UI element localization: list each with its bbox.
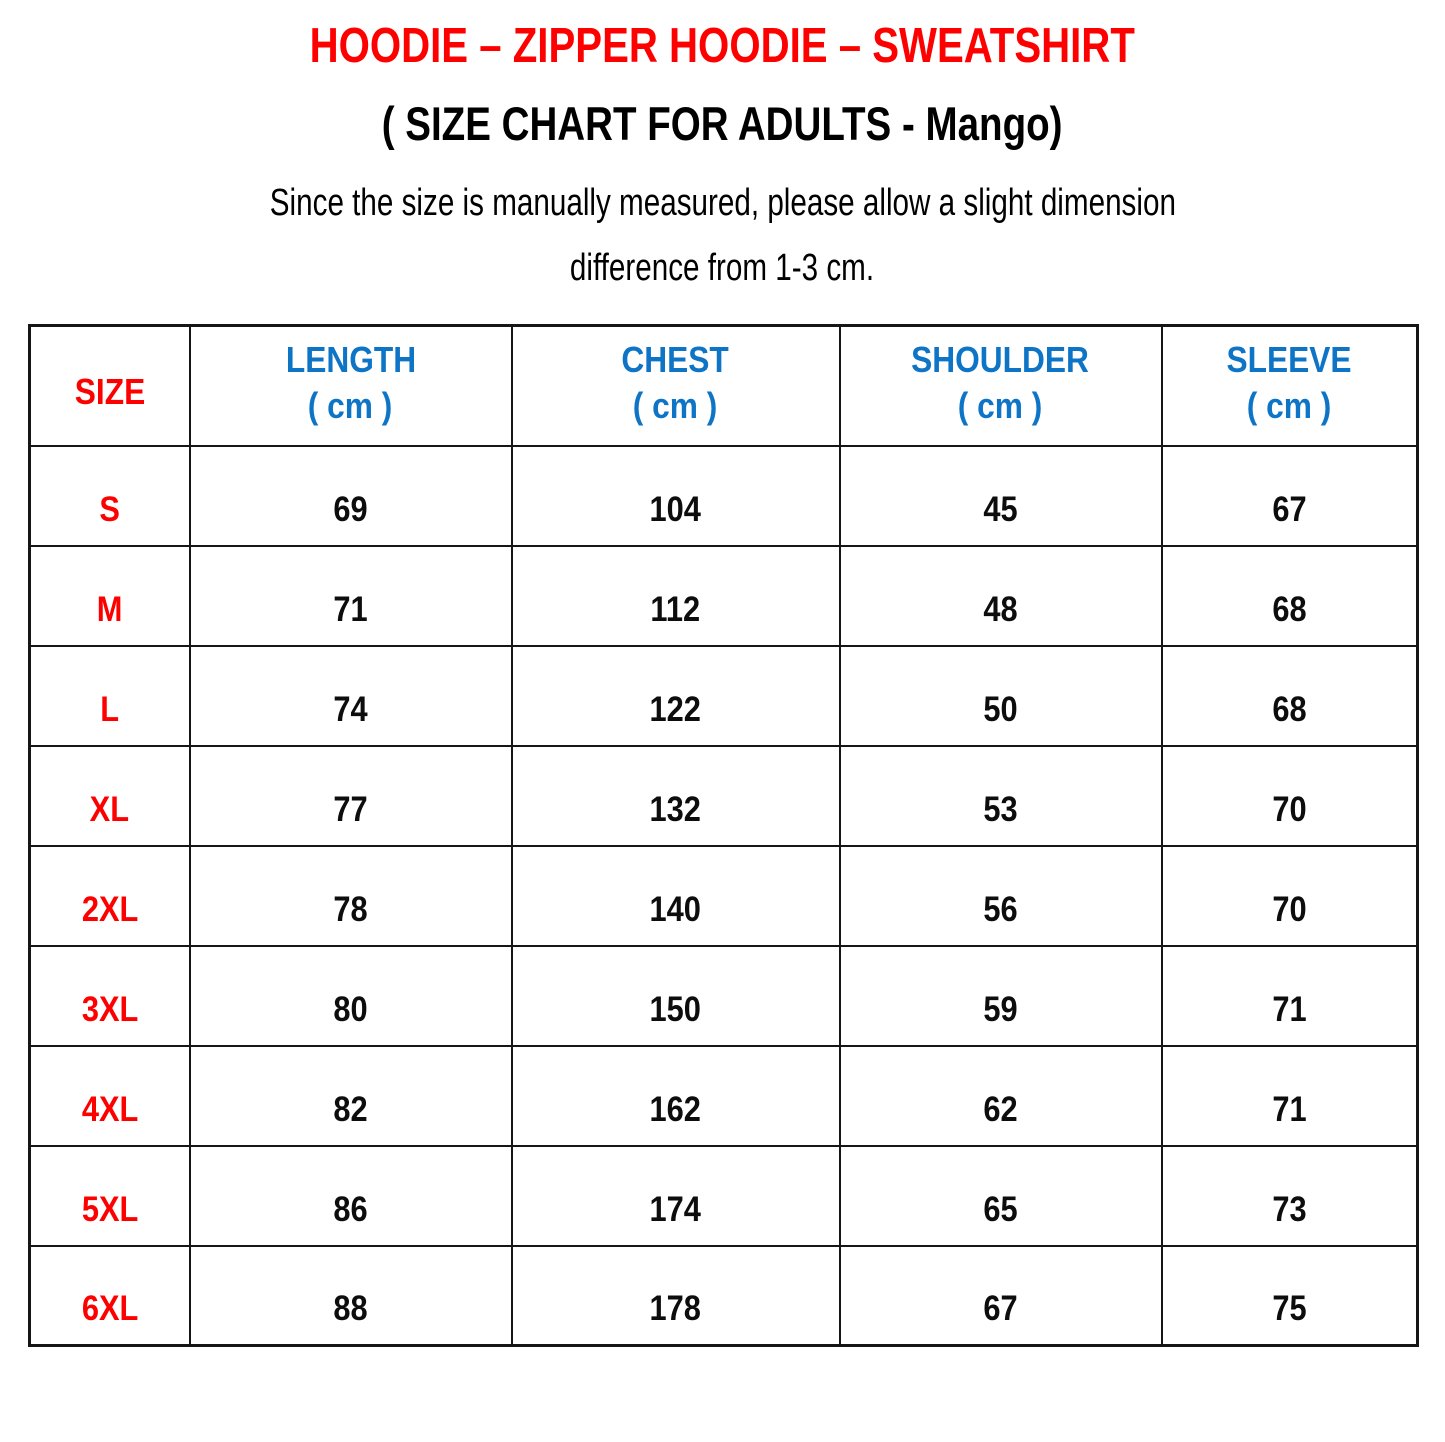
cell-text: 48 (983, 589, 1018, 629)
cell-text: 132 (649, 789, 702, 829)
table-row (30, 946, 1418, 1046)
length-value-cell (190, 946, 512, 1046)
column-header-shoulder-unit: ( cm ) (958, 385, 1043, 426)
cell-text: 162 (649, 1089, 702, 1129)
cell-text: 71 (333, 589, 368, 629)
column-header-chest (512, 326, 840, 446)
column-header-sleeve-unit: ( cm ) (1246, 385, 1332, 426)
sleeve-value-cell (1162, 746, 1418, 846)
shoulder-value-cell (840, 646, 1162, 746)
cell-text: 74 (333, 689, 368, 729)
cell-text: 150 (649, 989, 702, 1029)
cell-text: 6XL (81, 1289, 138, 1328)
cell-text: 5XL (81, 1189, 138, 1229)
chest-value-cell (512, 746, 840, 846)
chest-value-cell (512, 1146, 840, 1246)
column-header-size-label: SIZE (74, 371, 145, 413)
cell-text: 67 (983, 1289, 1018, 1328)
cell-text: 70 (1272, 889, 1307, 929)
cell-text: 2XL (81, 889, 138, 929)
cell-text: 69 (333, 489, 368, 529)
cell-text: 68 (1272, 589, 1307, 629)
cell-text: 75 (1272, 1289, 1307, 1328)
column-header-sleeve-label: SLEEVE (1226, 339, 1352, 380)
shoulder-value-cell (840, 446, 1162, 546)
cell-text: 71 (1272, 1089, 1307, 1129)
sleeve-value-cell (1162, 1246, 1418, 1346)
cell-text: 82 (333, 1089, 368, 1129)
chest-value-cell (512, 1046, 840, 1146)
cell-text: 70 (1272, 789, 1307, 829)
column-header-chest-label: CHEST (621, 339, 730, 380)
sleeve-value-cell (1162, 846, 1418, 946)
note-line-2-text: difference from 1-3 cm. (570, 247, 875, 289)
length-value-cell (190, 846, 512, 946)
length-value-cell (190, 446, 512, 546)
cell-text: 4XL (81, 1089, 138, 1129)
column-header-size (30, 326, 190, 446)
sleeve-value-cell (1162, 446, 1418, 546)
table-row (30, 1146, 1418, 1246)
shoulder-value-cell (840, 546, 1162, 646)
size-cell (30, 1246, 190, 1346)
cell-text: 104 (649, 489, 702, 529)
cell-text: XL (90, 789, 130, 829)
cell-text: S (99, 489, 121, 529)
shoulder-value-cell (840, 846, 1162, 946)
cell-text: 122 (649, 689, 702, 729)
size-cell (30, 746, 190, 846)
shoulder-value-cell (840, 1046, 1162, 1146)
sleeve-value-cell (1162, 1046, 1418, 1146)
size-cell (30, 1146, 190, 1246)
shoulder-value-cell (840, 746, 1162, 846)
chest-value-cell (512, 546, 840, 646)
cell-text: 65 (983, 1189, 1018, 1229)
cell-text: 53 (983, 789, 1018, 829)
length-value-cell (190, 1246, 512, 1346)
cell-text: 78 (333, 889, 368, 929)
chest-value-cell (512, 446, 840, 546)
cell-text: 140 (649, 889, 702, 929)
cell-text: 73 (1272, 1189, 1307, 1229)
page-subtitle-text: ( SIZE CHART FOR ADULTS - Mango) (382, 97, 1063, 150)
column-header-chest-unit: ( cm ) (633, 385, 718, 426)
chest-value-cell (512, 846, 840, 946)
sleeve-value-cell (1162, 646, 1418, 746)
table-row (30, 646, 1418, 746)
size-cell (30, 446, 190, 546)
cell-text: 88 (333, 1289, 368, 1328)
cell-text: 68 (1272, 689, 1307, 729)
size-cell (30, 946, 190, 1046)
length-value-cell (190, 646, 512, 746)
table-row (30, 546, 1418, 646)
table-row (30, 846, 1418, 946)
length-value-cell (190, 746, 512, 846)
column-header-length-unit: ( cm ) (308, 385, 393, 426)
chest-value-cell (512, 1246, 840, 1346)
length-value-cell (190, 1146, 512, 1246)
table-row (30, 1246, 1418, 1346)
chest-value-cell (512, 646, 840, 746)
cell-text: 59 (983, 989, 1018, 1029)
note-line-1-text: Since the size is manually measured, please allow a slight dimension (269, 182, 1176, 224)
cell-text: 50 (983, 689, 1018, 729)
cell-text: 67 (1272, 489, 1307, 529)
sleeve-value-cell (1162, 1146, 1418, 1246)
cell-text: L (100, 689, 120, 729)
column-header-shoulder (840, 326, 1162, 446)
shoulder-value-cell (840, 1146, 1162, 1246)
cell-text: 77 (333, 789, 368, 829)
cell-text: 80 (333, 989, 368, 1029)
chest-value-cell (512, 946, 840, 1046)
shoulder-value-cell (840, 946, 1162, 1046)
note-line-1 (0, 184, 1445, 222)
column-header-length-label: LENGTH (285, 339, 416, 380)
cell-text: 71 (1272, 989, 1307, 1029)
sleeve-value-cell (1162, 546, 1418, 646)
note-line-2 (0, 249, 1445, 287)
cell-text: 3XL (81, 989, 138, 1029)
cell-text: M (96, 589, 123, 629)
column-header-length (190, 326, 512, 446)
table-row (30, 446, 1418, 546)
size-chart-table (28, 324, 1419, 1347)
cell-text: 86 (333, 1189, 368, 1229)
table-row (30, 746, 1418, 846)
cell-text: 174 (649, 1189, 702, 1229)
size-cell (30, 1046, 190, 1146)
size-cell (30, 546, 190, 646)
cell-text: 112 (650, 589, 701, 629)
page-title-text: HOODIE – ZIPPER HOODIE – SWEATSHIRT (309, 19, 1136, 73)
cell-text: 56 (983, 889, 1018, 929)
cell-text: 62 (983, 1089, 1018, 1129)
sleeve-value-cell (1162, 946, 1418, 1046)
length-value-cell (190, 546, 512, 646)
cell-text: 45 (983, 489, 1018, 529)
length-value-cell (190, 1046, 512, 1146)
column-header-sleeve (1162, 326, 1418, 446)
page-subtitle (0, 97, 1445, 150)
size-cell (30, 846, 190, 946)
table-row (30, 1046, 1418, 1146)
table-body (30, 446, 1418, 1346)
column-header-shoulder-label: SHOULDER (911, 339, 1090, 380)
table-header-row (30, 326, 1418, 446)
shoulder-value-cell (840, 1246, 1162, 1346)
cell-text: 178 (649, 1289, 702, 1328)
page-title (0, 19, 1445, 73)
size-cell (30, 646, 190, 746)
